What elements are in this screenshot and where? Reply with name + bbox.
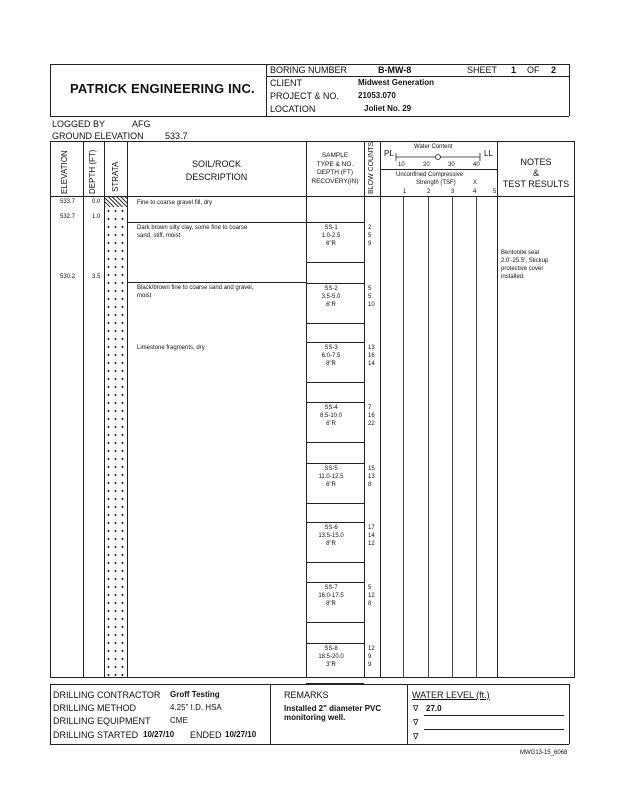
notes-h2: & [532, 168, 539, 178]
remarks-label: REMARKS [284, 690, 329, 700]
sample-separator [306, 503, 364, 504]
blow-count: 8 [368, 601, 372, 607]
wc-tick-10: 10 [398, 162, 405, 168]
blow-count: 13 [368, 474, 375, 480]
blow-count: 5 [368, 585, 372, 591]
ucs-tick-2: 2 [427, 189, 431, 195]
sample-recovery: 6"R [326, 482, 336, 488]
location-value: Joliet No. 29 [364, 104, 412, 113]
sample-h2: TYPE & NO. [316, 160, 354, 168]
sample-recovery: 6"R [326, 241, 336, 247]
ucs-tick-1: 1 [403, 189, 407, 195]
blow-count: 7 [368, 405, 372, 411]
sample-depth: 16.0-17.5 [318, 593, 344, 599]
sheet-total: 2 [551, 65, 557, 75]
sample-recovery: 6"R [326, 421, 336, 427]
desc-2: sand, stiff, moist [137, 233, 181, 239]
sample-separator [306, 323, 364, 324]
notes-text [501, 249, 548, 281]
note-0: Bentonite seal [501, 250, 540, 256]
sample-separator [306, 643, 364, 644]
blow-count: 5 [368, 286, 372, 292]
blow-count: 17 [368, 525, 375, 531]
logged-label: LOGGED BY [52, 119, 106, 129]
ended-label: ENDED [190, 730, 222, 740]
col-soil-title [127, 158, 306, 184]
ucs-tick-4: 4 [473, 189, 477, 195]
note-3: installed. [501, 274, 525, 280]
sample-separator [306, 382, 364, 383]
sample-recovery: 8"R [326, 601, 336, 607]
depth-0: 0.0 [92, 199, 101, 205]
equipment-label: DRILLING EQUIPMENT [53, 716, 151, 726]
sample-separator [306, 222, 364, 223]
ground-label: GROUND ELEVATION [52, 131, 144, 141]
blow-count: 16 [368, 353, 375, 359]
equipment-value: CME [170, 716, 188, 725]
water-content-label: Water Content [414, 144, 453, 150]
blow-count: 12 [368, 646, 375, 652]
boring-label: BORING NUMBER [270, 65, 348, 75]
water-level-marker-1: ∇ [413, 704, 419, 713]
pl-label: PL [384, 149, 394, 158]
water-level-marker-2: ∇ [413, 718, 419, 727]
started-value: 10/27/10 [143, 730, 175, 739]
form-code: MWG13-15_6068 [520, 750, 568, 756]
blow-count: 15 [368, 466, 375, 472]
blow-count: 14 [368, 361, 375, 367]
sample-id: SS-3 [324, 345, 338, 351]
sample-depth: 11.0-12.5 [318, 474, 344, 480]
water-level-value-1: 27.0 [426, 704, 442, 713]
blow-count: 9 [368, 241, 372, 247]
col-blow-counts: BLOW COUNTS [368, 141, 375, 194]
soil-title-1: SOIL/ROCK [191, 159, 241, 169]
sample-depth: 6.0-7.5 [321, 353, 341, 359]
ground-value: 533.7 [165, 131, 188, 141]
blow-count: 10 [368, 302, 375, 308]
sample-recovery: 8"R [326, 541, 336, 547]
elevation-2: 530.2 [60, 274, 76, 280]
method-value: 4.25" I.D. HSA [170, 703, 222, 712]
col-elevation: ELEVATION [60, 150, 69, 194]
sample-id: SS-4 [324, 405, 338, 411]
ucs-label-2: Strength (TSF) [416, 180, 456, 186]
remarks-1: Installed 2" diameter PVC [284, 704, 382, 713]
sheet-number: 1 [511, 65, 517, 75]
boring-value: B-MW-8 [378, 65, 412, 75]
company-name: PATRICK ENGINEERING INC. [70, 81, 255, 96]
sample-depth: 8.5-10.0 [319, 413, 343, 419]
sample-id: SS-7 [324, 585, 338, 591]
blow-count: 9 [368, 654, 372, 660]
sample-h4: RECOVERY(IN) [311, 177, 359, 185]
water-level-line-2 [424, 729, 564, 730]
started-label: DRILLING STARTED [53, 730, 139, 740]
sample-id: SS-1 [324, 225, 338, 231]
water-level-marker-3: ∇ [413, 732, 419, 741]
sample-separator [306, 262, 364, 263]
location-label: LOCATION [270, 104, 316, 114]
sample-depth: 13.5-15.0 [318, 533, 344, 539]
wc-tick-30: 30 [448, 162, 455, 168]
sample-recovery: 8"R [326, 361, 336, 367]
ucs-label-1: Unconfined Compressive [396, 172, 464, 178]
sample-separator [306, 283, 364, 284]
blow-count: 5 [368, 294, 372, 300]
notes-header [497, 157, 575, 190]
wc-tick-40: 40 [473, 162, 480, 168]
depth-1: 1.0 [92, 214, 101, 220]
blow-count: 12 [368, 541, 375, 547]
strata-pattern [105, 207, 127, 677]
project-label: PROJECT & NO. [270, 91, 339, 101]
sample-separator [306, 622, 364, 623]
sample-depth: 18.5-20.0 [318, 654, 344, 660]
sample-separator [306, 442, 364, 443]
logged-value: AFG [132, 119, 151, 129]
elevation-1: 532.7 [60, 214, 76, 220]
ucs-tick-3: 3 [451, 189, 455, 195]
desc-3: Black/brown fine to coarse sand and gravel, [137, 285, 254, 291]
sample-recovery: 6"R [326, 302, 336, 308]
remarks-text [284, 704, 381, 722]
blow-count: 5 [368, 233, 372, 239]
blow-count: 2 [368, 225, 372, 231]
blow-count: 8 [368, 482, 372, 488]
col-sample [306, 152, 364, 186]
blow-count: 9 [368, 662, 372, 668]
ended-value: 10/27/10 [225, 730, 257, 739]
desc-1: Dark brown silty clay, some fine to coarse [137, 225, 248, 231]
ucs-x: X [473, 180, 478, 186]
client-label: CLIENT [270, 78, 303, 88]
blow-count: 12 [368, 593, 375, 599]
soil-title-2: DESCRIPTION [185, 172, 248, 182]
sample-separator [306, 402, 364, 403]
note-2: protective cover [501, 266, 544, 272]
col-depth: DEPTH (FT) [88, 149, 97, 194]
elevation-0: 533.7 [60, 199, 76, 205]
sample-h3: DEPTH (FT) [316, 169, 354, 176]
sample-id: SS-5 [324, 466, 338, 472]
note-1: 2.0'-25.5', Stickup [501, 258, 549, 264]
sample-recovery: 3"R [326, 662, 336, 668]
blow-count: 13 [368, 345, 375, 351]
sample-separator [306, 342, 364, 343]
strata-fill-top [105, 197, 127, 207]
blow-count: 22 [368, 421, 375, 427]
depth-2: 3.5 [92, 274, 101, 280]
sample-id: SS-2 [324, 286, 338, 292]
contractor-label: DRILLING CONTRACTOR [53, 690, 161, 700]
ucs-tick-5: 5 [493, 189, 497, 195]
blow-count: 14 [368, 533, 375, 539]
sheet-label: SHEET [467, 65, 498, 75]
wc-tick-20: 20 [423, 162, 430, 168]
blow-count: 16 [368, 413, 375, 419]
desc-4: moist [137, 293, 152, 299]
sample-separator [306, 522, 364, 523]
sample-id: SS-8 [324, 646, 338, 652]
sheet-of: OF [527, 65, 540, 75]
sample-separator [306, 463, 364, 464]
notes-h3: TEST RESULTS [502, 179, 570, 189]
client-value: Midwest Generation [358, 78, 435, 87]
desc-5: Limestone fragments, dry [137, 345, 205, 351]
sample-h1: SAMPLE [321, 152, 349, 159]
water-level-label: WATER LEVEL (ft.) [412, 690, 490, 700]
col-strata: STRATA [111, 161, 120, 192]
remarks-2: monitoring well. [284, 713, 346, 722]
sample-id: SS-6 [324, 525, 338, 531]
notes-h1: NOTES [520, 157, 552, 167]
contractor-value: Groff Testing [170, 690, 220, 699]
sample-separator [306, 562, 364, 563]
method-label: DRILLING METHOD [53, 703, 137, 713]
sample-depth: 3.5-5.0 [321, 294, 341, 300]
sample-separator [306, 582, 364, 583]
ll-label: LL [484, 149, 493, 158]
sample-depth: 1.0-2.5 [321, 233, 341, 239]
water-level-line-1 [424, 715, 564, 716]
project-value: 21053.070 [358, 91, 396, 100]
desc-0: Fine to coarse gravel fill, dry [137, 200, 213, 206]
